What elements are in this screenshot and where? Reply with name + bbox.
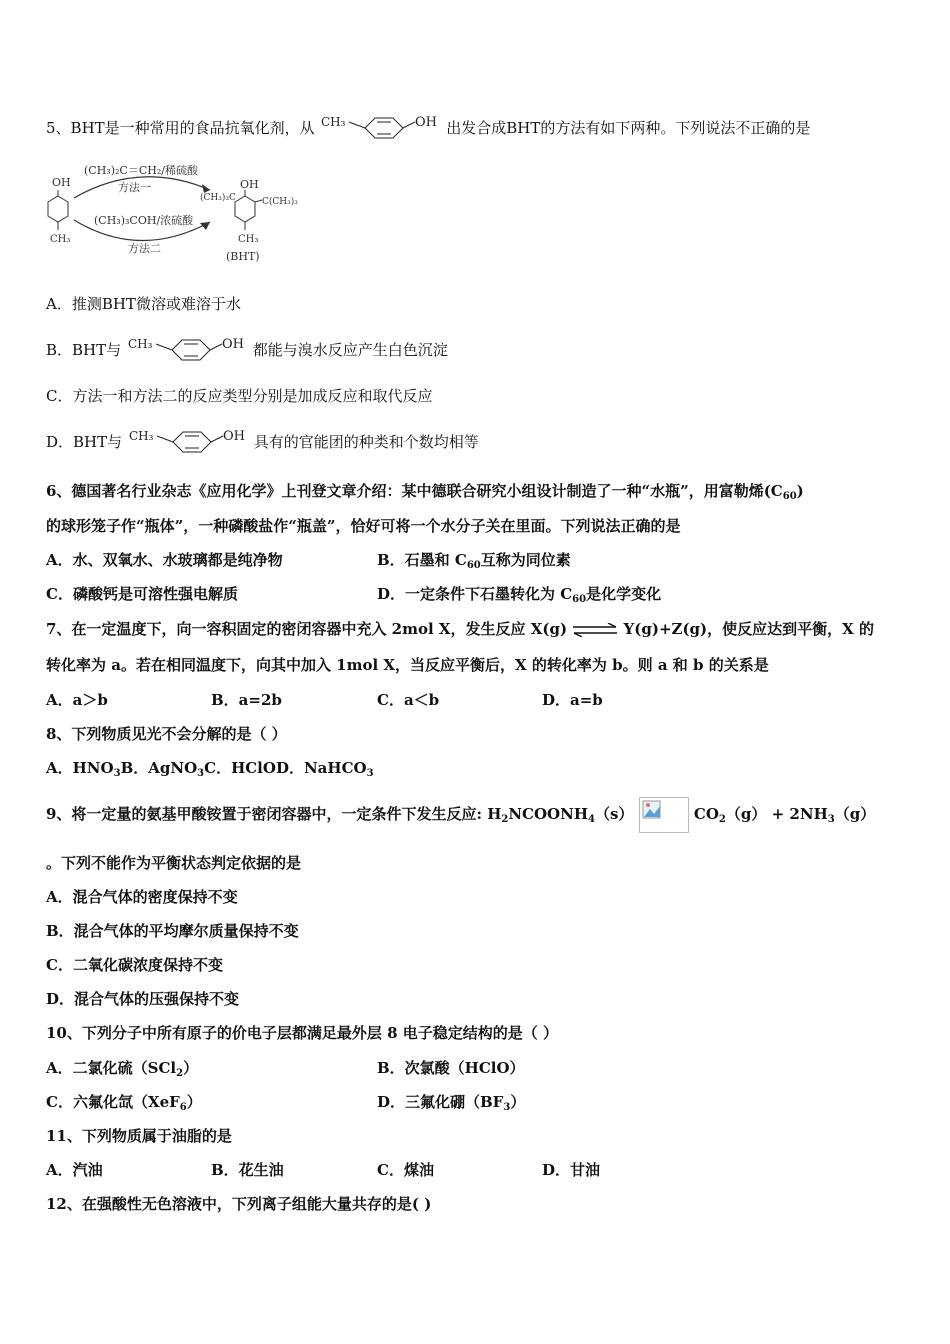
q6-option-d: D．一定条件下石墨转化为 $C_{60}$是化学变化 [377,585,662,605]
q6-option-c: C．磷酸钙是可溶性强电解质 [46,585,238,603]
q8-options: A．$HNO_3B$．AgNO$_3$C．HClOD．NaHCO$_3$ [46,759,374,779]
equilibrium-arrow-icon [572,623,618,637]
mol-ch3-label: CH₃ [321,115,346,129]
q7-stem-line2: 转化率为 a。若在相同温度下，向其中加入 1mol X，当反应平衡后，X 的转化率为 b。则 a 和 b 的关系是 [46,656,769,674]
product-oh-label: OH [240,178,259,191]
mol-oh-label: OH [221,337,244,352]
q5-option-d: D．BHT与 CH₃ OH 具有的官能团的种类和个数均相等 [46,428,479,458]
q10-option-d: D．三氟化硼$(BF_3)$ [377,1093,526,1113]
q9-option-a: A．混合气体的密度保持不变 [46,888,238,906]
mol-oh-label: OH [415,115,438,130]
q9-option-d: D．混合气体的压强保持不变 [46,990,240,1008]
q6-option-b: B．石墨和 $C_{60}$互称为同位素 [377,551,571,571]
reactant-ch3-label: CH₃ [50,234,71,245]
q10-option-c: C．六氟化氙（XeF$_6$） [46,1093,202,1113]
reactant-oh-label: OH [52,176,71,189]
q11-option-d: D．甘油 [542,1161,601,1179]
q12-stem: 12、在强酸性无色溶液中，下列离子组能大量共存的是( ) [46,1195,432,1213]
mol-ch3-label: CH₃ [127,337,153,351]
product-tbu-right: C(CH₃)₃ [262,197,298,207]
product-name-bht: (BHT) [226,250,260,263]
q7-stem-line1: 7、在一定温度下，向一容积固定的密闭容器中充入 2mol X，发生反应 X(g) Y(g)+Z(g)，使反应达到平衡，X 的 [46,620,874,638]
method-2-label: 方法二 [128,242,161,255]
q11-option-b: B．花生油 [211,1161,284,1179]
broken-image-icon [639,797,689,833]
p-cresol-structure [126,336,248,366]
mol-ch3-label: CH₃ [128,429,154,443]
q11-stem: 11、下列物质属于油脂的是 [46,1127,232,1145]
product-tbu-left: (CH₃)₃C [200,193,236,203]
q5-option-a: A．推测BHT微溶或难溶于水 [46,295,241,313]
q8-stem: 8、下列物质见光不会分解的是（ ） [46,725,287,743]
p-cresol-structure [319,114,441,144]
reagent-2: (CH₃)₃COH/浓硫酸 [94,214,194,227]
product-ch3-label: CH₃ [238,234,259,245]
q10-stem: 10、下列分子中所有原子的价电子层都满足最外层 8 电子稳定结构的是（ ） [46,1024,558,1042]
q7-option-d: D．a=b [542,691,603,709]
q11-option-c: C．煤油 [377,1161,434,1179]
p-cresol-structure [127,428,249,458]
mol-oh-label: OH [222,429,245,444]
q7-option-c: C．a＜b [377,691,440,709]
q6-option-a: A．水、双氧水、水玻璃都是纯净物 [46,551,283,569]
reagent-1: (CH₃)₂C＝CH₂/稀硫酸 [84,164,198,177]
q7-option-b: B．a=2b [211,691,282,709]
q5-stem: 5、BHT是一种常用的食品抗氧化剂，从 CH₃ OH 出发合成BHT的方法有如下两种。下列说法不正确的是 [46,114,810,144]
q6-stem-line1: 6、德国著名行业杂志《应用化学》上刊登文章介绍：某中德联合研究小组设计制造了一种“水瓶”，用富勒烯$(C_{60})$ [46,482,804,502]
q5-option-c: C．方法一和方法二的反应类型分别是加成反应和取代反应 [46,387,433,405]
q9-option-b: B．混合气体的平均摩尔质量保持不变 [46,922,299,940]
bht-synthesis-scheme [40,160,310,270]
q5-option-b: B．BHT与 CH₃ OH 都能与溴水反应产生白色沉淀 [46,336,448,366]
q6-stem-line2: 的球形笼子作“瓶体”，一种磷酸盐作“瓶盖”，恰好可将一个水分子关在里面。下列说法正确的是 [46,517,681,535]
q9-stem-line2: 。下列不能作为平衡状态判定依据的是 [46,854,302,872]
q7-option-a: A．a＞b [46,691,108,709]
q9-option-c: C．二氧化碳浓度保持不变 [46,956,223,974]
q10-option-a: A．二氯化硫（SCl$_2$） [46,1059,199,1079]
q11-option-a: A．汽油 [46,1161,103,1179]
q9-stem: 9、将一定量的氨基甲酸铵置于密闭容器中，一定条件下发生反应: $H_2NCOONH_4(s)$ $CO_2(g) + 2NH_3(g)$ [46,797,875,833]
q10-option-b: B．次氯酸（HClO） [377,1059,525,1077]
method-1-label: 方法一 [118,181,151,194]
